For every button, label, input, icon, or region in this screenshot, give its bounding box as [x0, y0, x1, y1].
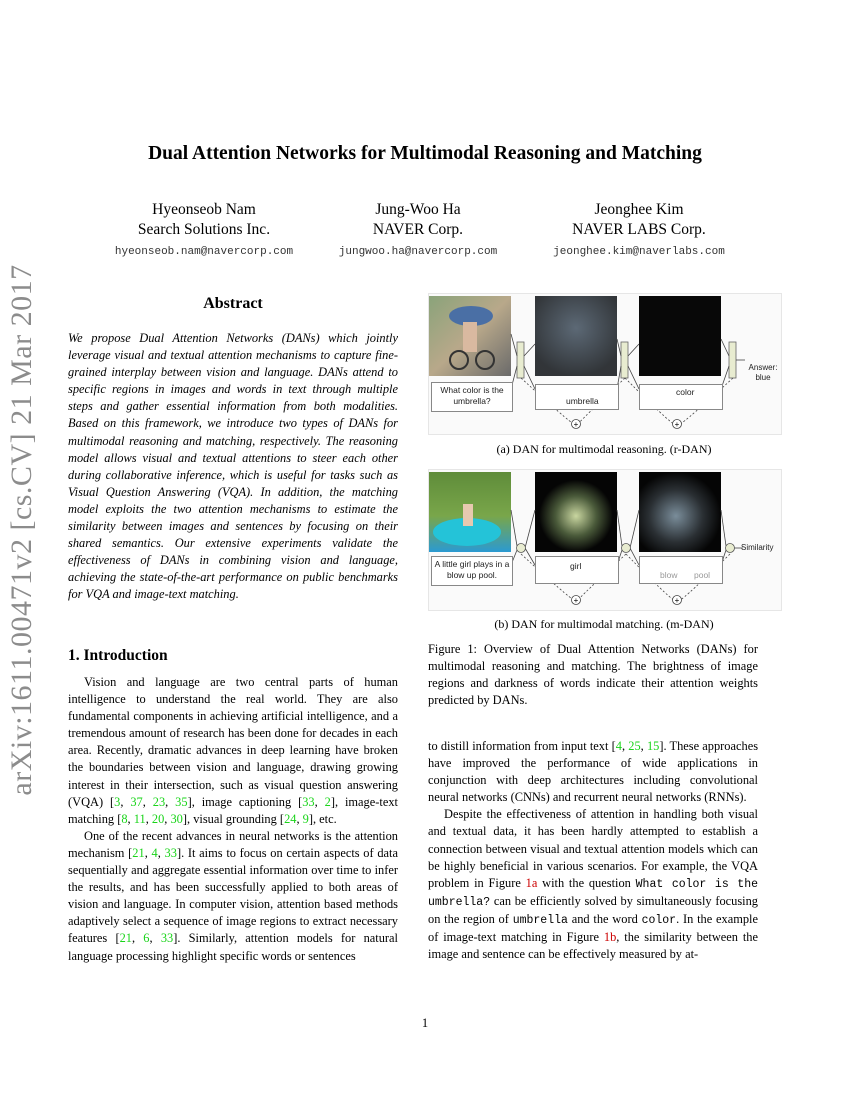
svg-text:+: +: [674, 420, 680, 429]
figure-1-caption: Figure 1: Overview of Dual Attention Networks (DANs) for multimodal reasoning and matching. The brightness of image regions and darkness of words indicate their attention weights predicted by DANs.: [428, 642, 758, 708]
citation-link[interactable]: 11: [133, 811, 146, 826]
figure-ref-link[interactable]: 1b: [603, 930, 617, 945]
citation-link[interactable]: 33: [160, 931, 174, 946]
code-color: color: [641, 913, 677, 927]
svg-text:+: +: [674, 596, 680, 605]
page-number: 1: [421, 1016, 429, 1030]
citation-link[interactable]: 33: [302, 794, 315, 809]
memory-node: [622, 544, 631, 553]
attention-map-2: [639, 472, 721, 552]
citation-link[interactable]: 33: [164, 845, 177, 860]
memory-node: [726, 544, 735, 553]
attention-map-1: [535, 472, 617, 552]
citation-link[interactable]: 2: [324, 794, 331, 809]
question-box: What color is the umbrella?: [431, 382, 513, 412]
sentence-box: A little girl plays in a blow up pool.: [431, 556, 513, 586]
figure-ref-link[interactable]: 1a: [525, 875, 538, 890]
word-box: [535, 384, 619, 410]
author-1: [84, 200, 324, 262]
figure-1b-panel: [428, 469, 782, 611]
citation-link[interactable]: 23: [152, 794, 166, 809]
paragraph: to distill information from input text [4, 25, 15]. These approaches have improved the performance of wide applications in conjunction with deep architectures including convolutional neural networks (CNNs) and recurrent neural networks (RNNs).: [428, 739, 759, 805]
citation-link[interactable]: 21: [132, 845, 145, 860]
citation-link[interactable]: 24: [284, 811, 297, 826]
citation-link[interactable]: 3: [114, 794, 121, 809]
word-umbrella: umbrella: [566, 396, 599, 406]
svg-text:+: +: [573, 596, 579, 605]
author-name: Jeonghee Kim: [594, 201, 684, 218]
author-affiliation: Search Solutions Inc.: [137, 221, 271, 238]
citation-link[interactable]: 15: [646, 739, 660, 753]
author-name: Hyeonseob Nam: [152, 201, 256, 218]
word-box: [639, 384, 723, 410]
code-question: What color is the umbrella?: [428, 877, 759, 909]
word-color: color: [676, 387, 695, 397]
abstract-heading: Abstract: [203, 295, 263, 312]
paper-title: Dual Attention Networks for Multimodal Reasoning and Matching: [148, 143, 702, 164]
word-girl: girl: [570, 561, 582, 571]
author-2: [298, 200, 538, 262]
author-email: hyeonseob.nam@navercorp.com: [114, 246, 294, 258]
arxiv-stamp: [2, 264, 42, 796]
author-email: jungwoo.ha@navercorp.com: [338, 246, 498, 258]
memory-vector-3: [729, 342, 736, 378]
figure-1a-caption: (a) DAN for multimodal reasoning. (r-DAN): [496, 442, 712, 456]
citation-link[interactable]: 6: [143, 931, 150, 946]
abstract-body: We propose Dual Attention Networks (DANs) which jointly leverage visual and textual attention mechanisms to capture fine-grained interplay between vision and language. DANs attend to specific regions in images and words in text through multiple steps and gather essential information from both modalities. Based on this framework, we introduce two types of DANs for multimodal reasoning and matching, respectively. The reasoning model allows visual and textual attentions to steer each other during collaborative inference, which is useful for tasks such as Visual Question Answering (VQA). In addition, the matching model exploits the two attention mechanisms to estimate the similarity between images and sentences by focusing on their shared semantics. Our extensive experiments validate the effectiveness of DANs in combining vision and language, achieving the state-of-the-art performance on public benchmarks for VQA and image-text matching.: [68, 331, 398, 602]
intro-column: [68, 674, 398, 965]
word-box: [535, 556, 619, 584]
author-affiliation: NAVER LABS Corp.: [572, 221, 706, 238]
citation-link[interactable]: 35: [175, 794, 188, 809]
author-email: jeonghee.kim@naverlabs.com: [553, 246, 725, 258]
citation-link[interactable]: 8: [121, 811, 128, 826]
svg-text:+: +: [573, 420, 579, 429]
author-affiliation: NAVER Corp.: [372, 221, 464, 238]
figure-1a-panel: [428, 293, 782, 435]
paragraph: One of the recent advances in neural networks is the attention mechanism [21, 4, 33]. It aims to focus on certain aspects of data sequentially and aggregate essential information over time to infer the results, and has been successfully applied to both areas of vision and language. In computer vision, attention based methods adaptively select a sequence of image regions to extract necessary features [21, 6, 33]. Similarly, attention models for natural language processing highlight specific words or sentences: [68, 828, 398, 963]
citation-link[interactable]: 30: [170, 811, 183, 826]
memory-vector-1: [517, 342, 524, 378]
word-pool: pool: [694, 570, 711, 580]
citation-link[interactable]: 20: [151, 811, 165, 826]
paragraph: Despite the effectiveness of attention in handling both visual and textual data, it has been hardly attempted to establish a connection between visual and textual attention models which can be highly beneficial in various scenarios. For example, the VQA problem in Figure 1a with the question What color is the umbrella? can be efficiently solved by simultaneously focusing on the region of umbrella and the word color. In the example of image-text matching in Figure 1b, the similarity between the image and sentence can be effectively measured by at-: [428, 807, 759, 962]
word-box: [639, 556, 723, 584]
paragraph: Vision and language are two central parts of human intelligence to understand the real world. They are also fundamental components in achieving artificial intelligence, and a tremendous amount of research has been done for decades in each area. Recently, dramatic advances in deep learning have broken the boundaries between vision and language, drawing growing interest in their intersection, such as visual question answering (VQA) [3, 37, 23, 35], image captioning [33, 2], image-text matching [8, 11, 20, 30], visual grounding [24, 9], etc.: [68, 675, 398, 826]
citation-link[interactable]: 21: [119, 931, 132, 946]
citation-link[interactable]: 37: [130, 794, 143, 809]
code-umbrella: umbrella: [512, 913, 568, 927]
section-heading-introduction: 1. Introduction: [68, 647, 168, 664]
figure-1a-svg: [429, 294, 781, 434]
memory-node: [517, 544, 526, 553]
figure-1b-caption: (b) DAN for multimodal matching. (m-DAN): [494, 617, 714, 631]
word-blow: blow: [660, 570, 678, 580]
citation-link[interactable]: 4: [151, 845, 158, 860]
citation-link[interactable]: 25: [628, 739, 641, 753]
similarity-label: Similarity: [741, 543, 774, 552]
citation-link[interactable]: 4: [615, 739, 622, 753]
answer-label: Answer: blue: [748, 363, 778, 382]
attention-map-2: [639, 296, 721, 376]
author-3: [519, 200, 759, 262]
author-name: Jung-Woo Ha: [375, 201, 461, 218]
figure-1b-svg: [429, 470, 781, 610]
memory-vector-2: [621, 342, 628, 378]
right-column: [428, 738, 758, 963]
citation-link[interactable]: 9: [302, 811, 309, 826]
arxiv-stamp-text: arXiv:1611.00471v2 [cs.CV] 21 Mar 2017: [5, 264, 38, 796]
